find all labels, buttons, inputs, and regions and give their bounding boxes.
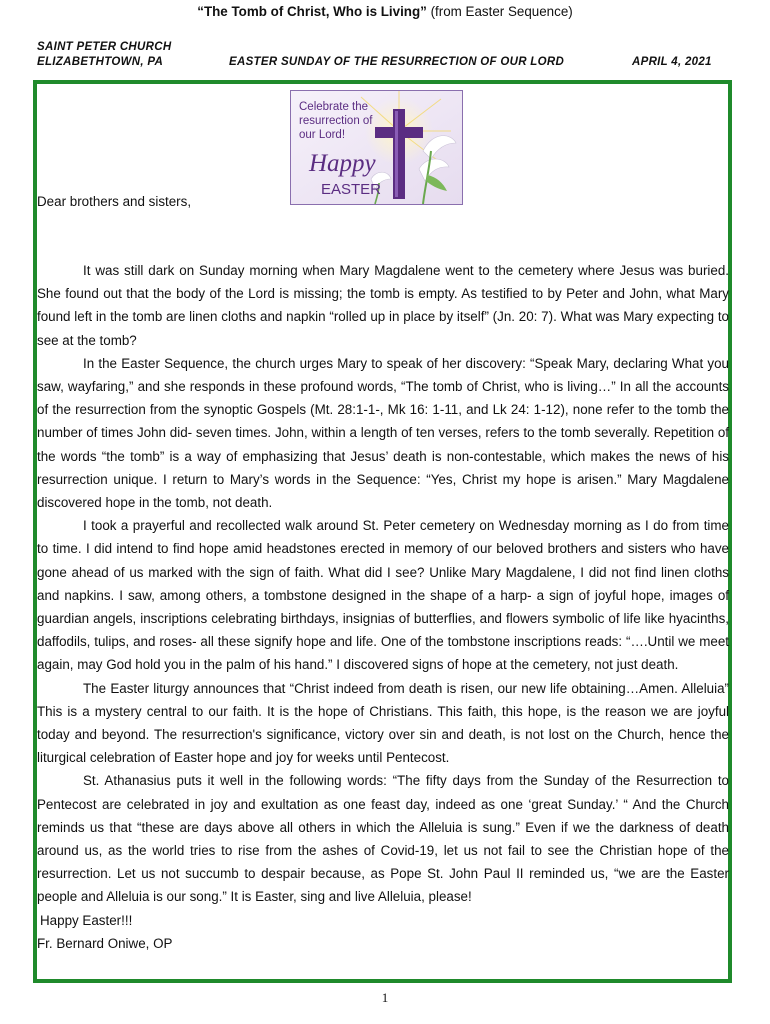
- letter-title-bold: “The Tomb of Christ, Who is Living”: [197, 4, 427, 19]
- paragraph-4: The Easter liturgy announces that “Christ indeed from death is risen, our new life obtaining…Amen. Alleluia” This is a mystery central to our faith. It is the hope of Christians. This faith, this hope, is the reason we are joyful today and beyond. The resurrection's significance, victory over sin and death, is not lost on the Church, hence the liturgical celebration of Easter hope and joy for weeks until Pentecost.: [37, 680, 729, 766]
- emblem-happy: Happy: [309, 150, 376, 177]
- letter-title: [0, 0, 770, 23]
- letter-title-source: (from Easter Sequence): [426, 4, 573, 19]
- church-location: ELIZABETHTOWN, PA: [37, 56, 164, 68]
- paragraph-5: St. Athanasius puts it well in the following words: “The fifty days from the Sunday of the Resurrection to Pentecost are celebrated in joy and exultation as one feast day, indeed as one ‘great Sunday.’ “ And the Church reminds us that “these are days above all others in which the Alleluia is sung.” Even if we the darkness of death around us, as the world tries to rise from the ashes of Covid-19, let us not fail to see the Christian hope of the resurrection. Let us not succumb to despair because, as Pope St. John Paul II reminded us, “we are the Easter people and Alleluia is our song.” It is Easter, sing and live Alleluia, please!: [37, 773, 729, 905]
- salutation: Dear brothers and sisters,: [37, 194, 192, 209]
- paragraph-3: I took a prayerful and recollected walk around St. Peter cemetery on Wednesday morning as I do from time to time. I did intend to find hope amid headstones erected in memory of our beloved brothers and sisters who have gone ahead of us marked with the sign of faith. What did I see? Unlike Mary Magdalene, I did not find linen cloths and napkins. I saw, among others, a tombstone designed in the shape of a harp- a sign of joyful hope, images of guardian angels, inscriptions celebrating birthdays, insignias of butterflies, and flowers symbolic of life like hyacinths, daffodils, tulips, and roses- all these signify hope and life. One of the tombstone inscriptions reads: “….Until we meet again, may God hold you in the palm of his hand.” I discovered signs of hope at the cemetery, not just death.: [37, 518, 729, 673]
- signature: Fr. Bernard Oniwe, OP: [37, 935, 173, 951]
- bulletin-date: APRIL 4, 2021: [632, 56, 712, 68]
- emblem-line1: Celebrate the: [299, 101, 369, 113]
- emblem-line3: our Lord!: [299, 129, 346, 141]
- emblem-line2: resurrection of: [299, 115, 373, 127]
- church-name: SAINT PETER CHURCH: [37, 41, 172, 53]
- occasion-title: EASTER SUNDAY OF THE RESURRECTION OF OUR LORD: [229, 56, 565, 68]
- church-header: [37, 40, 171, 70]
- easter-emblem-image: [290, 90, 463, 205]
- closing: Happy Easter!!!: [40, 912, 133, 928]
- letter-body: [37, 259, 729, 955]
- emblem-easter: EASTER: [321, 181, 382, 198]
- paragraph-1: It was still dark on Sunday morning when Mary Magdalene went to the cemetery where Jesus was buried. She found out that the body of the Lord is missing; the tomb is empty. As testified to by Peter and John, what Mary found left in the tomb are linen cloths and napkin “rolled up in place by itself” (Jn. 20: 7). What was Mary expecting to see at the tomb?: [37, 263, 729, 348]
- page-number: 1: [381, 990, 389, 1005]
- paragraph-2: In the Easter Sequence, the church urges Mary to speak of her discovery: “Speak Mary, declaring What you saw, wayfaring,” and she responds in these profound words, “The tomb of Christ, who is living…” In all the accounts of the resurrection from the synoptic Gospels (Mt. 28:1-1-, Mk 16: 1-11, and Lk 24: 1-12), none refer to the tomb the number of times John did- seven times. John, within a length of ten verses, refers to the tomb severally. Repetition of the words “the tomb” is a way of emphasizing that Jesus’ death is non-contestable, which makes the news of his resurrection unique. I return to Mary’s words in the Sequence: “Yes, Christ my hope is arisen.” Mary Magdalene discovered hope in the tomb, not death.: [37, 355, 729, 511]
